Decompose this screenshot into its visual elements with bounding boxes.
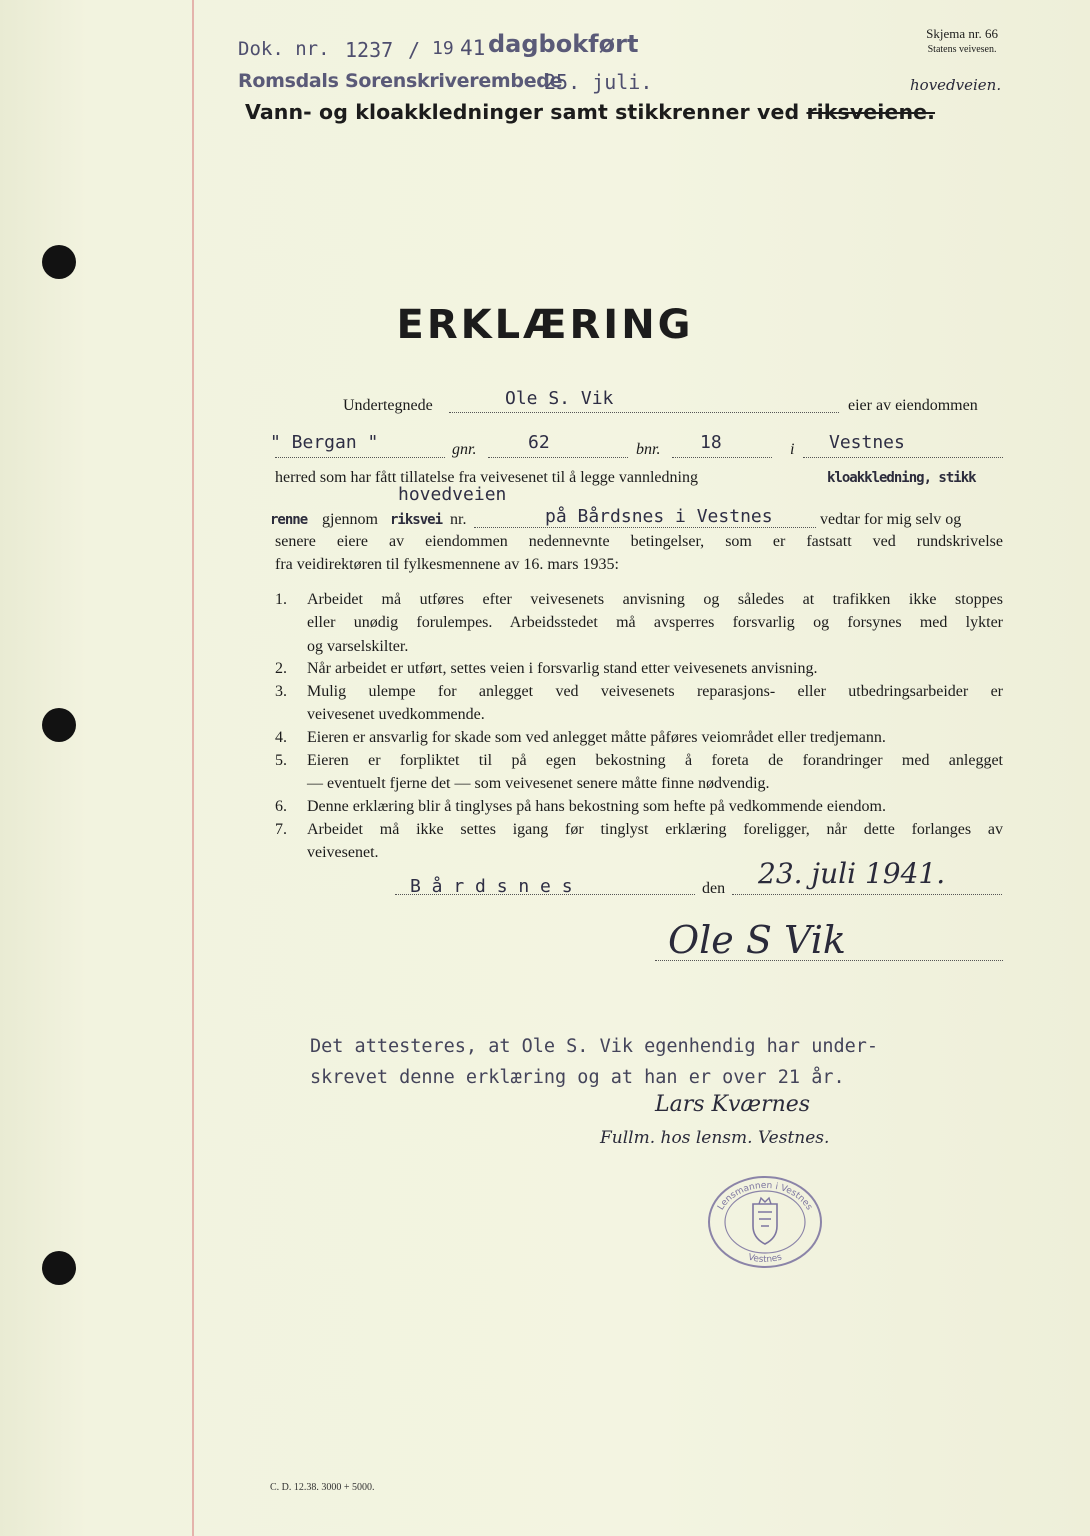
condition-text: Arbeidet må utføres efter veivesenets anvisning og således at trafikken ikke stoppes (307, 591, 1003, 608)
svg-text:Vestnes (747, 1252, 784, 1265)
signing-place: B å r d s n e s (410, 876, 573, 897)
condition-number: 1. (275, 591, 287, 608)
condition-number: 2. (275, 660, 287, 677)
lensmann-seal (706, 1174, 824, 1270)
condition-text: Mulig ulempe for anlegget ved veivesenets reparasjons- eller utbedringsarbeider er (307, 683, 1003, 700)
place-blank (395, 894, 695, 895)
body-line-1: herred som har fått tillatelse fra veivesenet til å legge vannledning (275, 469, 698, 486)
bnr-blank (672, 457, 772, 458)
dagbokfort-stamp: dagbokført (488, 30, 639, 58)
condition-3 (275, 680, 1003, 727)
attester-title: Fullm. hos lensm. Vestnes. (600, 1128, 830, 1148)
condition-1 (275, 588, 1003, 658)
stamp-date: 25. juli. (544, 70, 653, 94)
condition-number: 6. (275, 798, 287, 815)
skjema-label: Skjema nr. 66 (926, 26, 998, 41)
handwritten-correction: hovedveien. (910, 76, 1002, 94)
den-label: den (702, 880, 726, 897)
name-blank (449, 412, 839, 413)
gnr-value: 62 (528, 432, 550, 453)
seal-shield (753, 1204, 777, 1244)
body-line-3: senere eiere av eiendommen nedennevnte betingelser, som er fastsatt ved rundskrivelse (275, 533, 1003, 550)
signature-blank (655, 960, 1003, 961)
doc-number: 1237 (345, 38, 394, 62)
gnr-blank (488, 457, 628, 458)
condition-number: 5. (275, 752, 287, 769)
signing-date: 23. juli 1941. (758, 857, 946, 890)
punch-hole (42, 708, 76, 742)
seal-crown (759, 1198, 771, 1204)
condition-6 (275, 795, 1003, 819)
title-main: Vann- og kloakkledninger samt stikkrenner ved (245, 100, 800, 124)
court-office: Romsdals Sorenskriverembede (238, 70, 563, 92)
declarant-name: Ole S. Vik (505, 388, 614, 409)
seal-text-bottom: Vestnes (746, 1252, 784, 1266)
condition-text: — eventuelt fjerne det — som veivesenet senere måtte finne nødvendig. (307, 775, 770, 793)
body-line-4: fra veidirektøren til fylkesmennene av 16. mars 1935: (275, 556, 619, 573)
date-blank (732, 894, 1002, 895)
gjennom-label: gjennom (322, 511, 378, 528)
condition-number: 4. (275, 729, 287, 746)
property-blank (275, 457, 445, 458)
condition-5 (275, 749, 1003, 796)
declarant-signature: Ole S Vik (668, 918, 846, 962)
condition-2 (275, 657, 1003, 681)
document-heading: ERKLÆRING (396, 302, 694, 348)
condition-text: eller unødig forulempes. Arbeidsstedet må avsperres forsvarlig og forsynes med lykter (307, 614, 1003, 632)
seal-text-top: Lensmannen i Vestnes (716, 1180, 814, 1213)
struck-riksvei: riksvei (390, 512, 443, 528)
agency-label: Statens veivesen. (927, 44, 997, 55)
doc-no-label: Dok. nr. (238, 38, 330, 60)
municipality-value: Vestnes (829, 432, 905, 453)
location-value: på Bårdsnes i Vestnes (545, 506, 773, 527)
struck-kloakkledning: kloakkledning, stikk (827, 470, 976, 486)
condition-text: veivesenet. (307, 844, 379, 862)
condition-number: 7. (275, 821, 287, 838)
body-line-2-end: vedtar for mig selv og (820, 511, 962, 528)
bnr-value: 18 (700, 432, 722, 453)
condition-text: og varselskilter. (307, 637, 409, 655)
inserted-road: hovedveien (398, 484, 507, 505)
condition-4 (275, 726, 1003, 750)
margin-line (192, 0, 194, 1536)
condition-text: veivesenet uvedkommende. (307, 706, 485, 724)
municipality-blank (803, 457, 1003, 458)
condition-text: Eieren er ansvarlig for skade som ved anlegget måtte påføres veiområdet eller tredjemann. (307, 729, 886, 746)
punch-hole (42, 1251, 76, 1285)
attestation-line-2: skrevet denne erklæring og at han er over 21 år. (310, 1067, 845, 1088)
nr-label: nr. (450, 511, 467, 528)
condition-text: Når arbeidet er utført, settes veien i forsvarlig stand etter veivesenets anvisning. (307, 660, 818, 677)
eier-label: eier av eiendommen (848, 397, 978, 414)
year-prefix: 19 (432, 38, 454, 59)
struck-renne: renne (270, 512, 308, 528)
property-name: " Bergan " (270, 432, 379, 453)
bnr-label: bnr. (636, 441, 661, 458)
printer-footer: C. D. 12.38. 3000 + 5000. (270, 1482, 375, 1493)
seal-lion (758, 1212, 772, 1226)
year-suffix: 41 (460, 36, 486, 60)
attestation-line-1: Det attesteres, at Ole S. Vik egenhendig har under- (310, 1036, 879, 1057)
attester-signature: Lars Kværnes (655, 1092, 811, 1117)
form-title (245, 100, 935, 124)
location-blank (474, 527, 816, 528)
title-struck: riksveiene. (806, 100, 936, 124)
condition-text: Eieren er forpliktet til på egen bekostning å foreta de forandringer med anlegget (307, 752, 1003, 769)
undertegnede-label: Undertegnede (343, 397, 433, 414)
condition-number: 3. (275, 683, 287, 700)
condition-text: Denne erklæring blir å tinglyses på hans bekostning som hefte på vedkommende eiendom. (307, 798, 886, 815)
condition-text: Arbeidet må ikke settes igang før tinglyst erklæring foreligger, når dette forlanges av (307, 821, 1003, 838)
i-label: i (790, 441, 795, 458)
punch-hole (42, 245, 76, 279)
slash: / (408, 38, 421, 62)
gnr-label: gnr. (452, 441, 477, 458)
form-number (926, 26, 998, 58)
